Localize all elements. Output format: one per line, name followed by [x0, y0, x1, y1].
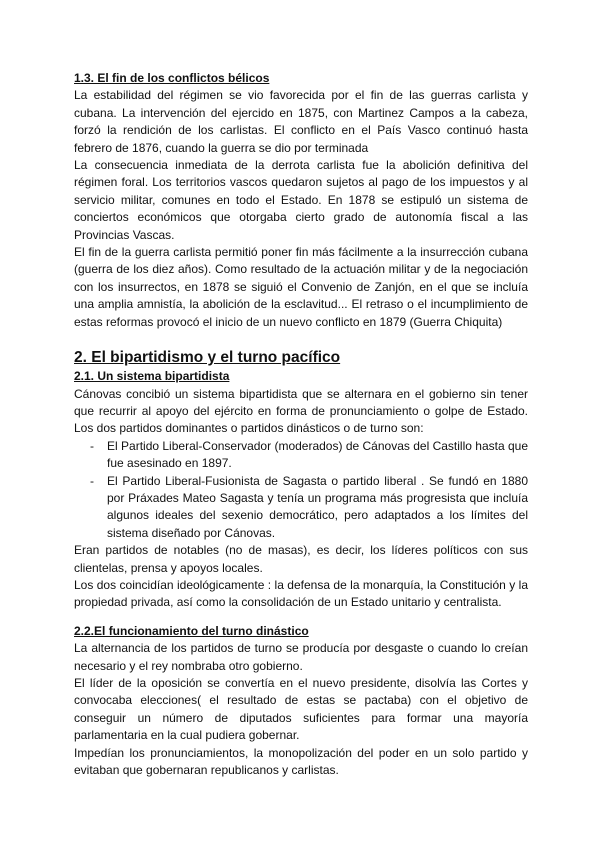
party-list: [74, 438, 528, 542]
bullet-dash: -: [90, 473, 94, 488]
paragraph: Cánovas concibió un sistema bipartidista que se alternara en el gobierno sin tener que recurrir al apoyo del ejército en forma de pronunciamiento o golpe de Estado. Los dos partidos dominantes o partidos dinásticos o de turno son:: [74, 386, 528, 436]
paragraph: Impedían los pronunciamientos, la monopolización del poder en un solo partido y evitaban que gobernaran republicanos y carlistas.: [74, 745, 528, 778]
list-item-text: El Partido Liberal-Conservador (moderados) de Cánovas del Castillo hasta que fue asesinado en 1897.: [107, 438, 528, 471]
paragraph: La consecuencia inmediata de la derrota carlista fue la abolición definitiva del régimen foral. Los territorios vascos quedaron sujetos al pago de los impuestos y al servicio militar, comunes en todo el Estado. En 1878 se estipuló un sistema de conciertos económicos que otorgaba cierto grado de autonomía fiscal a las Provincias Vascas.: [74, 158, 528, 242]
paragraph: El líder de la oposición se convertía en el nuevo presidente, disolvía las Cortes y convocaba elecciones( el resultado de estas se pactaba) con el objetivo de conseguir un número de diputados suficientes para formar una mayoría parlamentaria en la cual pudiera gobernar.: [74, 676, 528, 743]
section-2-heading: 2. El bipartidismo y el turno pacífico: [74, 349, 341, 367]
section-1-3-heading: 1.3. El fin de los conflictos bélicos: [74, 71, 270, 85]
paragraph: Los dos coincidían ideológicamente : la defensa de la monarquía, la Constitución y la propiedad privada, así como la consolidación de un Estado unitario y centralista.: [74, 577, 528, 610]
section-2-2-heading: 2.2.El funcionamiento del turno dinástico: [74, 623, 309, 638]
paragraph: Eran partidos de notables (no de masas), es decir, los líderes políticos con sus clientelas, prensa y apoyos locales.: [74, 543, 528, 575]
paragraph: El fin de la guerra carlista permitió poner fin más fácilmente a la insurrección cubana (guerra de los diez años). Como resultado de la actuación militar y de la negociación con los insurrectos, en 1878 se siguió el Convenio de Zanjón, en el que se incluía una amplia amnistía, la abolición de la esclavitud... El retraso o el incumplimiento de estas reformas provocó el inicio de un nuevo conflicto en 1879 (Guerra Chiquita): [74, 245, 528, 329]
document-page: [74, 70, 528, 779]
paragraph: La alternancia de los partidos de turno se producía por desgaste o cuando lo creían necesario y el rey nombraba otro gobierno.: [74, 641, 528, 673]
list-item: [74, 473, 528, 543]
paragraph: La estabilidad del régimen se vio favorecida por el fin de las guerras carlista y cubana. La intervención del ejercido en 1875, con Martinez Campos a la cabeza, forzó la rendición de los carlistas. El conflicto en el País Vasco continuó hasta febrero de 1876, cuando la guerra se dio por terminada: [74, 88, 528, 155]
section-2-1-heading: 2.1. Un sistema bipartidista: [74, 369, 230, 384]
bullet-dash: -: [90, 438, 94, 453]
list-item: [74, 438, 528, 473]
list-item-text: El Partido Liberal-Fusionista de Sagasta o partido liberal . Se fundó en 1880 por Práxades Mateo Sagasta y tenía un programa más progresista que incluía algunos ideales del sexenio democrático, pero adaptados a los límites del sistema diseñado por Cánovas.: [107, 473, 528, 540]
